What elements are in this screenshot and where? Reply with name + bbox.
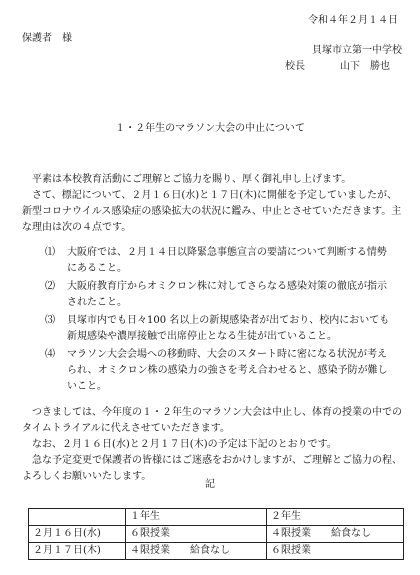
table-header-cell: １年生: [126, 509, 267, 526]
principal-title: 校長: [285, 61, 305, 72]
ki-heading: 記: [205, 479, 215, 490]
list-item: [45, 313, 395, 345]
schedule-table: [28, 508, 404, 560]
table-row: [29, 543, 404, 560]
intro-paragraph-2: さて、標記について、２月１６日(水)と１７日(木)に開催を予定していましたが、新型コロナウイルス感染症の感染拡大の状況に鑑み、中止とさせていただきます。主な理由は次の４点です。: [22, 190, 402, 233]
closing-paragraph-3: 急な予定変更で保護者の皆様にはご迷惑をおかけしますが、ご理解とご協力の程、よろしくお願いいたします。: [22, 455, 402, 482]
closing-paragraph-1: つきましては、今年度の１・２年生のマラソン大会は中止し、体育の授業の中でのタイムトライアルに代えさせていただきます。: [22, 407, 402, 434]
table-cell: ６限授業: [126, 526, 267, 543]
table-header-row: [29, 509, 404, 526]
date: 令和４年２月１４日: [308, 15, 398, 26]
list-item-text: 大阪府教育庁からオミクロン株に対してさらなる感染対策の徹底が指示されたこと。: [67, 281, 387, 308]
reasons-list: [45, 245, 395, 397]
list-item: [45, 347, 395, 395]
intro-section: [22, 172, 402, 236]
list-item-number: ⑶: [45, 315, 55, 326]
list-item-number: ⑷: [45, 349, 55, 360]
intro-paragraph-1: 平素は本校教育活動にご理解とご協力を賜り、厚く御礼申し上げます。: [32, 174, 352, 185]
list-item: [45, 279, 395, 311]
table-row: [29, 526, 404, 543]
table-header-cell: [29, 509, 126, 526]
list-item-number: ⑴: [45, 247, 55, 258]
school-name: 貝塚市立第一中学校: [312, 45, 402, 56]
table-cell: ４限授業 給食なし: [126, 543, 267, 560]
document-title: １・２年生のマラソン大会の中止について: [115, 123, 305, 134]
table-header-cell: ２年生: [267, 509, 404, 526]
list-item: [45, 245, 395, 277]
closing-section: [22, 405, 402, 485]
table-cell: ２月１７日(木): [29, 543, 126, 560]
recipient: 保護者 様: [22, 33, 72, 44]
list-item-text: マラソン大会会場への移動時、大会のスタート時に密になる状況が考えられ、オミクロン株の感染力の強さを考え合わせると、感染予防が難しいこと。: [67, 349, 388, 392]
list-item-number: ⑵: [45, 281, 55, 292]
list-item-text: 貝塚市内でも日々100 名以上の新規感染者が出ており、校内においても新規感染や濃厚接触で出席停止となる生徒が出ていること。: [67, 315, 390, 342]
closing-paragraph-2: なお、２月１６日(水)と２月１７日(木)の予定は下記のとおりです。: [32, 439, 337, 450]
list-item-text: 大阪府では、２月１４日以降緊急事態宣言の要請について判断する情勢にあること。: [67, 247, 387, 274]
table-cell: ６限授業: [267, 543, 404, 560]
table-cell: ４限授業 給食なし: [267, 526, 404, 543]
table-cell: ２月１６日(水): [29, 526, 126, 543]
principal-name: 山下 勝也: [340, 61, 390, 72]
